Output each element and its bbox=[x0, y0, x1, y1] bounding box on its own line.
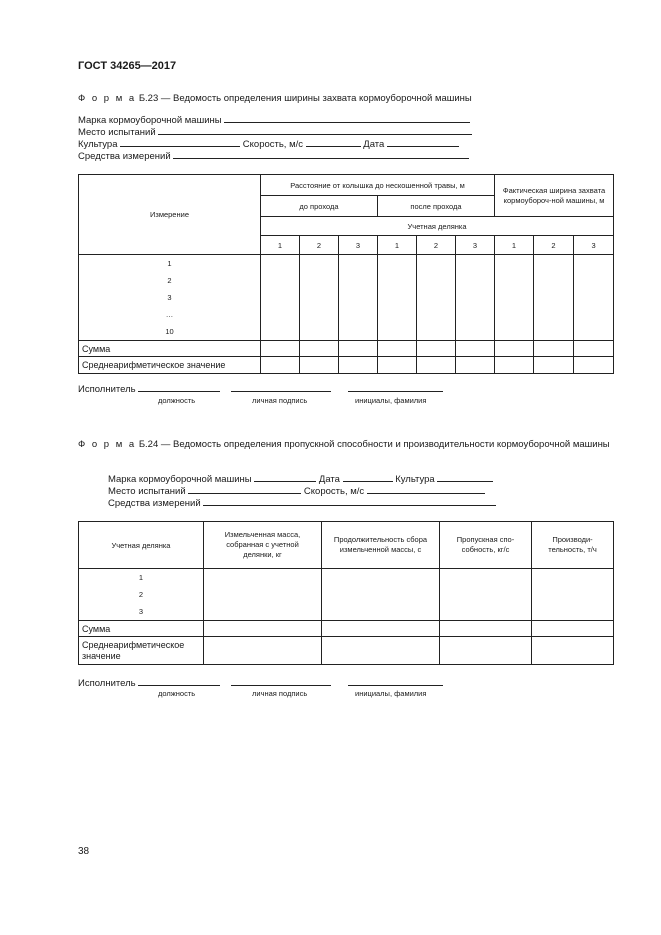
data-cell[interactable] bbox=[456, 255, 495, 341]
col-number: 3 bbox=[339, 236, 378, 255]
form1-field-date-label: Дата bbox=[363, 139, 385, 150]
measurement-header: Измерение bbox=[79, 175, 261, 255]
form2-field-date-label: Дата bbox=[318, 474, 340, 485]
row-label: 3 bbox=[138, 607, 144, 616]
col-number: 3 bbox=[456, 236, 495, 255]
row-label: 10 bbox=[165, 327, 174, 336]
data-cell[interactable] bbox=[532, 621, 614, 637]
data-cell[interactable] bbox=[534, 255, 574, 341]
data-cell[interactable] bbox=[339, 357, 378, 374]
col-number: 3 bbox=[574, 236, 614, 255]
actual-width-header: Фактическая ширина захвата кормоубороч-ной машины, м bbox=[495, 175, 614, 217]
mean-row-label: Среднеарифметическое значение bbox=[79, 637, 204, 665]
form2-signature bbox=[78, 676, 443, 689]
initials-caption: инициалы, фамилия bbox=[355, 689, 427, 698]
plot-header: Учетная делянка bbox=[79, 522, 204, 569]
data-cell[interactable] bbox=[261, 341, 300, 357]
form1-field-culture-line[interactable] bbox=[120, 137, 240, 147]
col-number: 1 bbox=[495, 236, 534, 255]
standard-header: ГОСТ 34265—2017 bbox=[78, 60, 177, 72]
row-label: 2 bbox=[167, 276, 172, 285]
signature-line[interactable] bbox=[231, 676, 331, 686]
data-cell[interactable] bbox=[378, 255, 417, 341]
row-label: 3 bbox=[167, 293, 172, 302]
form1-signature bbox=[78, 382, 443, 395]
plot-rows bbox=[79, 569, 204, 621]
col-number: 1 bbox=[261, 236, 300, 255]
form2-field-speed-label: Скорость, м/с bbox=[303, 486, 365, 497]
data-cell[interactable] bbox=[532, 569, 614, 621]
form1-field-speed-line[interactable] bbox=[306, 137, 361, 147]
productivity-header: Производи-тельность, т/ч bbox=[532, 522, 614, 569]
before-pass-header: до прохода bbox=[261, 196, 378, 217]
after-pass-header: после прохода bbox=[378, 196, 495, 217]
data-cell[interactable] bbox=[574, 341, 614, 357]
form1-field-date-line[interactable] bbox=[387, 137, 459, 147]
initials-line[interactable] bbox=[348, 676, 443, 686]
form2-field-brand-line[interactable] bbox=[254, 472, 316, 482]
form1-field-instruments-line[interactable] bbox=[173, 149, 469, 159]
measurement-rows bbox=[79, 255, 261, 341]
row-label: 2 bbox=[138, 590, 144, 599]
col-number: 2 bbox=[417, 236, 456, 255]
data-cell[interactable] bbox=[456, 341, 495, 357]
data-cell[interactable] bbox=[534, 341, 574, 357]
data-cell[interactable] bbox=[322, 637, 440, 665]
form2-field-instruments-label: Средства измерений bbox=[108, 498, 201, 509]
data-cell[interactable] bbox=[417, 357, 456, 374]
data-cell[interactable] bbox=[378, 357, 417, 374]
position-caption: должность bbox=[158, 396, 196, 405]
form2-table bbox=[78, 521, 614, 665]
distance-header: Расстояние от колышка до нескошенной травы, м bbox=[261, 175, 495, 196]
mean-row-label: Среднеарифметическое значение bbox=[79, 357, 261, 374]
form2-field-culture-line[interactable] bbox=[437, 472, 493, 482]
data-cell[interactable] bbox=[574, 357, 614, 374]
duration-header: Продолжительность сбора измельченной массы, с bbox=[322, 522, 440, 569]
col-number: 2 bbox=[534, 236, 574, 255]
form2-title-text: Б.24 — Ведомость определения пропускной способности и производительности кормоуборочной машины bbox=[138, 439, 610, 450]
col-number: 1 bbox=[378, 236, 417, 255]
form2-field-date-line[interactable] bbox=[343, 472, 393, 482]
col-number: 2 bbox=[300, 236, 339, 255]
data-cell[interactable] bbox=[417, 255, 456, 341]
form1-field-brand-line[interactable] bbox=[224, 113, 470, 123]
data-cell[interactable] bbox=[532, 637, 614, 665]
form2-field-place-label: Место испытаний bbox=[108, 486, 186, 497]
data-cell[interactable] bbox=[378, 341, 417, 357]
form1-field-instruments bbox=[78, 149, 469, 163]
form1-title bbox=[78, 93, 472, 104]
mass-header: Измельченная масса, собранная с учетной делянки, кг bbox=[204, 522, 322, 569]
form2-field-speed-line[interactable] bbox=[367, 484, 485, 494]
signature-caption: личная подпись bbox=[252, 396, 308, 405]
page-number: 38 bbox=[78, 846, 90, 857]
data-cell[interactable] bbox=[495, 341, 534, 357]
throughput-header: Пропускная спо-собность, кг/с bbox=[440, 522, 532, 569]
form1-field-brand-label: Марка кормоуборочной машины bbox=[78, 115, 222, 126]
position-line[interactable] bbox=[138, 382, 220, 392]
form1-title-text: Б.23 — Ведомость определения ширины захвата кормоуборочной машины bbox=[138, 93, 472, 104]
form1-field-place-label: Место испытаний bbox=[78, 127, 156, 138]
data-cell[interactable] bbox=[456, 357, 495, 374]
form1-table bbox=[78, 174, 614, 374]
initials-caption: инициалы, фамилия bbox=[355, 396, 427, 405]
row-label: … bbox=[165, 310, 174, 319]
data-cell[interactable] bbox=[300, 357, 339, 374]
data-cell[interactable] bbox=[300, 341, 339, 357]
data-cell[interactable] bbox=[440, 621, 532, 637]
data-cell[interactable] bbox=[495, 357, 534, 374]
form1-field-culture-label: Культура bbox=[78, 139, 118, 150]
form1-field-place-line[interactable] bbox=[158, 125, 472, 135]
position-caption: должность bbox=[158, 689, 196, 698]
data-cell[interactable] bbox=[322, 621, 440, 637]
form2-field-instruments bbox=[108, 496, 496, 510]
sum-row-label: Сумма bbox=[79, 621, 204, 637]
plot-header: Учетная делянка bbox=[261, 217, 614, 236]
signature-caption: личная подпись bbox=[252, 689, 308, 698]
form2-title-prefix: Ф о р м а bbox=[78, 439, 137, 450]
data-cell[interactable] bbox=[204, 621, 322, 637]
row-label: 1 bbox=[138, 573, 144, 582]
form1-title-prefix: Ф о р м а bbox=[78, 93, 137, 104]
data-cell[interactable] bbox=[440, 569, 532, 621]
data-cell[interactable] bbox=[495, 255, 534, 341]
form2-field-instruments-line[interactable] bbox=[203, 496, 496, 506]
data-cell[interactable] bbox=[204, 637, 322, 665]
initials-line[interactable] bbox=[348, 382, 443, 392]
executor-label: Исполнитель bbox=[78, 678, 136, 689]
form2-field-place-line[interactable] bbox=[188, 484, 301, 494]
signature-line[interactable] bbox=[231, 382, 331, 392]
row-label: 1 bbox=[167, 259, 172, 268]
form2-field-brand-label: Марка кормоуборочной машины bbox=[108, 474, 252, 485]
position-line[interactable] bbox=[138, 676, 220, 686]
data-cell[interactable] bbox=[417, 341, 456, 357]
data-cell[interactable] bbox=[339, 341, 378, 357]
data-cell[interactable] bbox=[204, 569, 322, 621]
form1-field-instruments-label: Средства измерений bbox=[78, 151, 171, 162]
form2-title bbox=[78, 439, 610, 450]
form1-field-speed-label: Скорость, м/с bbox=[242, 139, 304, 150]
data-cell[interactable] bbox=[534, 357, 574, 374]
data-cell[interactable] bbox=[339, 255, 378, 341]
executor-label: Исполнитель bbox=[78, 384, 136, 395]
data-cell[interactable] bbox=[440, 637, 532, 665]
data-cell[interactable] bbox=[261, 255, 300, 341]
data-cell[interactable] bbox=[261, 357, 300, 374]
sum-row-label: Сумма bbox=[79, 341, 261, 357]
form2-field-culture-label: Культура bbox=[395, 474, 435, 485]
data-cell[interactable] bbox=[322, 569, 440, 621]
data-cell[interactable] bbox=[300, 255, 339, 341]
data-cell[interactable] bbox=[574, 255, 614, 341]
